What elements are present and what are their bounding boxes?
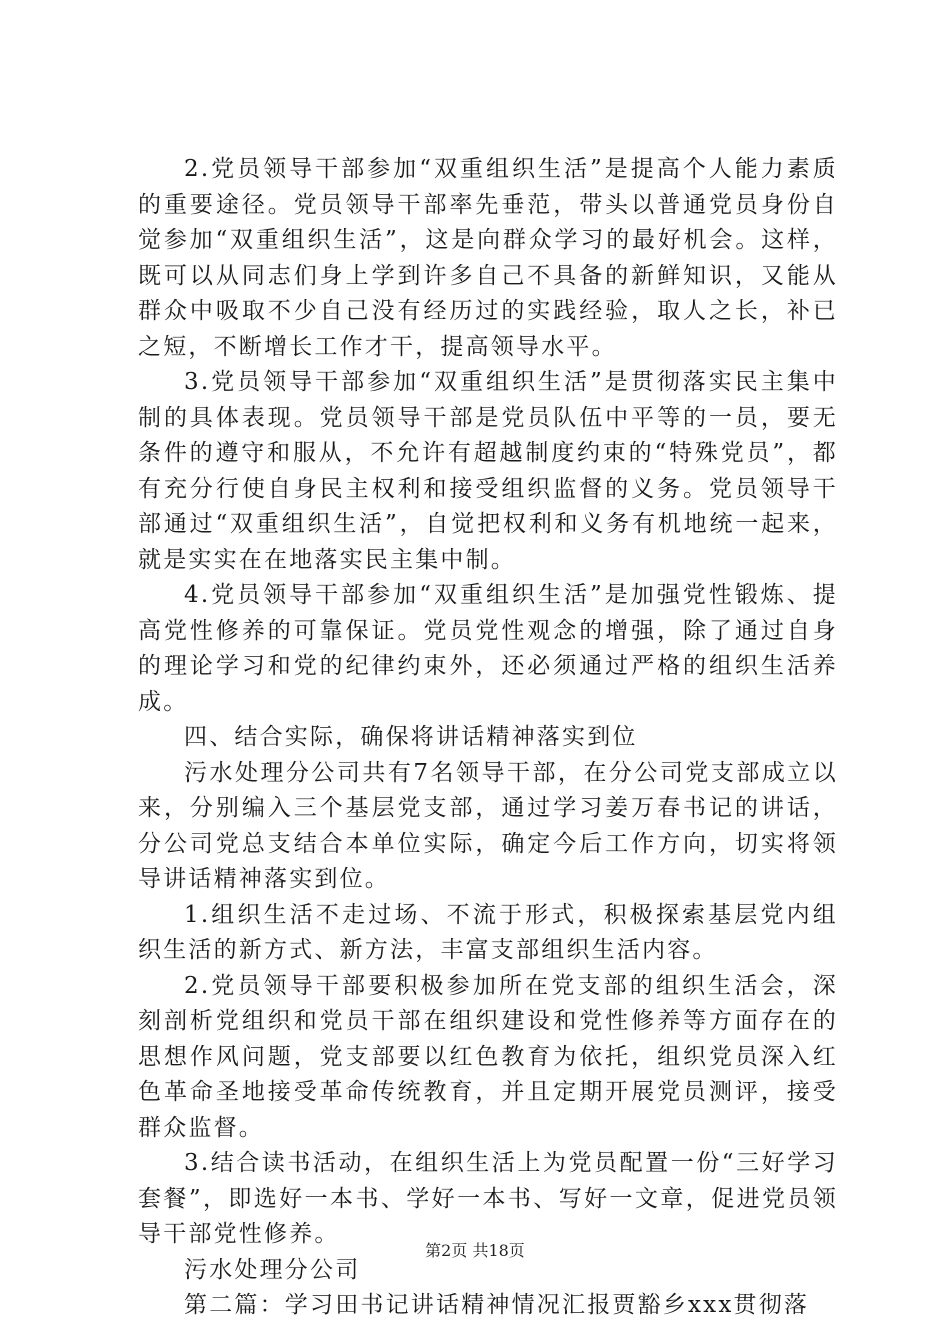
next-article-title: 第二篇：学习田书记讲话精神情况汇报贾豁乡xxx贯彻落 xyxy=(184,1292,810,1318)
document-body xyxy=(138,152,838,1324)
paragraph-item-2: 2.党员领导干部参加“双重组织生活”是提高个人能力素质的重要途径。党员领导干部率先垂范，带头以普通党员身份自觉参加“双重组织生活”，这是向群众学习的最好机会。这样，既可以从同志们身上学到许多自己不具备的新鲜知识，又能从群众中吸取不少自己没有经历过的实践经验，取人之长，补已之短，不断增长工作才干，提高领导水平。 xyxy=(138,156,838,360)
paragraph-measure-3: 3.结合读书活动，在组织生活上为党员配置一份“三好学习套餐”，即选好一本书、学好一本书、写好一文章，促进党员领导干部党性修养。 xyxy=(138,1150,838,1247)
paragraph-measure-1: 1.组织生活不走过场、不流于形式，积极探索基层党内组织生活的新方式、新方法，丰富支部组织生活内容。 xyxy=(138,901,838,963)
paragraph-measure-2: 2.党员领导干部要积极参加所在党支部的组织生活会，深刻剖析党组织和党员干部在组织建设和党性修养等方面存在的思想作风问题，党支部要以红色教育为依托，组织党员深入红色革命圣地接受革命传统教育，并且定期开展党员测评，接受群众监督。 xyxy=(138,972,838,1141)
paragraph-item-4: 4.党员领导干部参加“双重组织生活”是加强党性锻炼、提高党性修养的可靠保证。党员党性观念的增强，除了通过自身的理论学习和党的纪律约束外，还必须通过严格的组织生活养成。 xyxy=(138,582,838,715)
paragraph-intro: 污水处理分公司共有7名领导干部，在分公司党支部成立以来，分别编入三个基层党支部，通过学习姜万春书记的讲话，分公司党总支结合本单位实际，确定今后工作方向，切实将领导讲话精神落实到位。 xyxy=(138,759,838,892)
section-heading-4: 四、结合实际，确保将讲话精神落实到位 xyxy=(184,724,638,750)
signature-line: 污水处理分公司 xyxy=(184,1256,361,1283)
paragraph-item-3: 3.党员领导干部参加“双重组织生活”是贯彻落实民主集中制的具体表现。党员领导干部是党员队伍中平等的一员，要无条件的遵守和服从，不允许有超越制度约束的“特殊党员”，都有充分行使自身民主权利和接受组织监督的义务。党员领导干部通过“双重组织生活”，自觉把权利和义务有机地统一起来，就是实实在在地落实民主集中制。 xyxy=(138,369,838,573)
page-number: 第2页 共18页 xyxy=(425,1241,525,1260)
